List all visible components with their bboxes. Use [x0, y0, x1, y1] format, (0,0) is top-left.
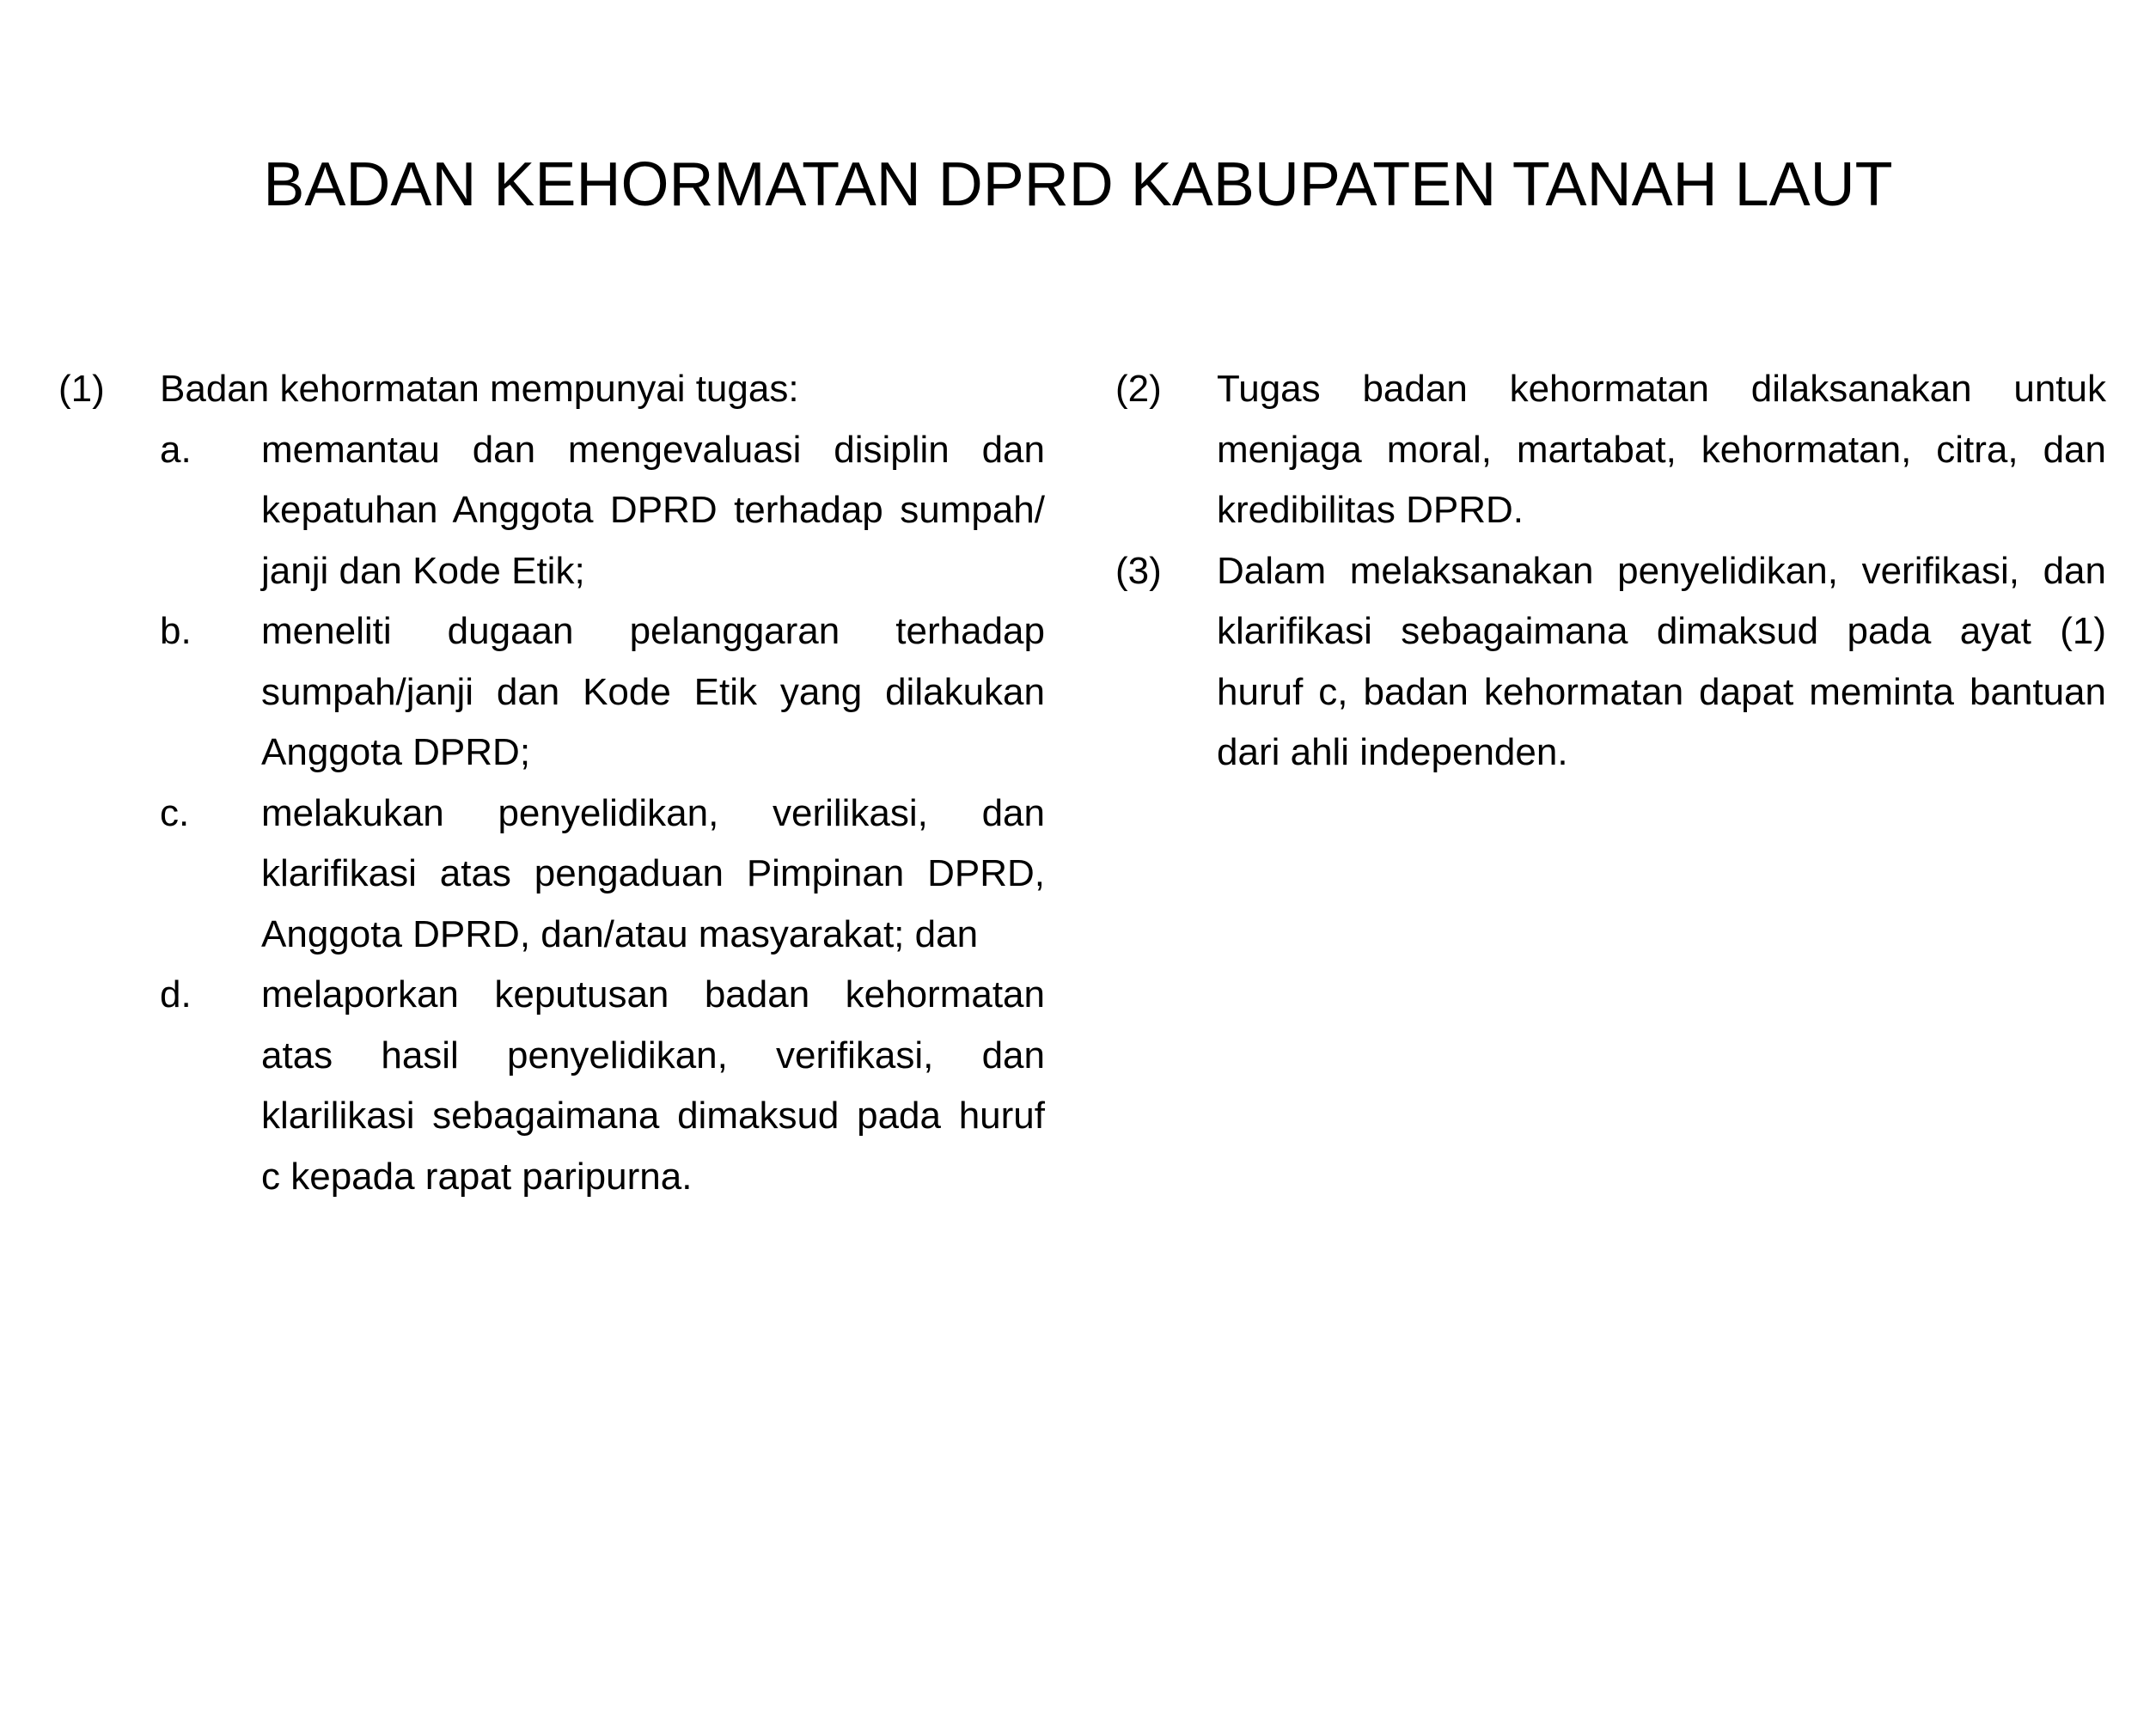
ayat-number: (1) [58, 368, 105, 410]
list-item [160, 601, 1045, 784]
item-text: melaporkan keputusan badan kehormatan atas hasil penyelidikan, verifikasi, dan klarilikasi sebagaimana dimaksud pada huruf c kepada rapat paripurna. [261, 973, 1045, 1198]
item-letter: a. [160, 428, 192, 471]
ayat-1 [58, 359, 1045, 420]
list-item [160, 784, 1045, 966]
left-column [58, 359, 1045, 1207]
item-letter: b. [160, 610, 192, 652]
ayat-2 [1115, 359, 2106, 541]
list-item [160, 420, 1045, 602]
item-text: meneliti dugaan pelanggaran terhadap sumpah/janji dan Kode Etik yang dilakukan Anggota DPRD; [261, 610, 1045, 773]
item-letter: d. [160, 973, 192, 1016]
item-letter: c. [160, 791, 190, 834]
ayat-text: Dalam melaksanakan penyelidikan, verifikasi, dan klarifikasi sebagaimana dimaksud pada ayat (1) huruf c, badan kehormatan dapat meminta bantuan dari ahli independen. [1217, 549, 2106, 773]
ayat-text: Tugas badan kehormatan dilaksanakan untuk menjaga moral, martabat, kehormatan, citra, dan kredibilitas DPRD. [1217, 368, 2106, 531]
right-column [1115, 359, 2106, 784]
ayat-number: (3) [1115, 549, 1162, 592]
list-item [160, 965, 1045, 1207]
ayat-number: (2) [1115, 368, 1162, 410]
page-title: BADAN KEHORMATAN DPRD KABUPATEN TANAH LAUT [263, 150, 1893, 219]
ayat-3 [1115, 541, 2106, 784]
ayat-intro: Badan kehormatan mempunyai tugas: [160, 368, 799, 410]
item-text: melakukan penyelidikan, verilikasi, dan klarifikasi atas pengaduan Pimpinan DPRD, Anggota DPRD, dan/atau masyarakat; dan [261, 791, 1045, 955]
item-text: memantau dan mengevaluasi disiplin dan kepatuhan Anggota DPRD terhadap sumpah/ janji dan Kode Etik; [261, 428, 1045, 592]
